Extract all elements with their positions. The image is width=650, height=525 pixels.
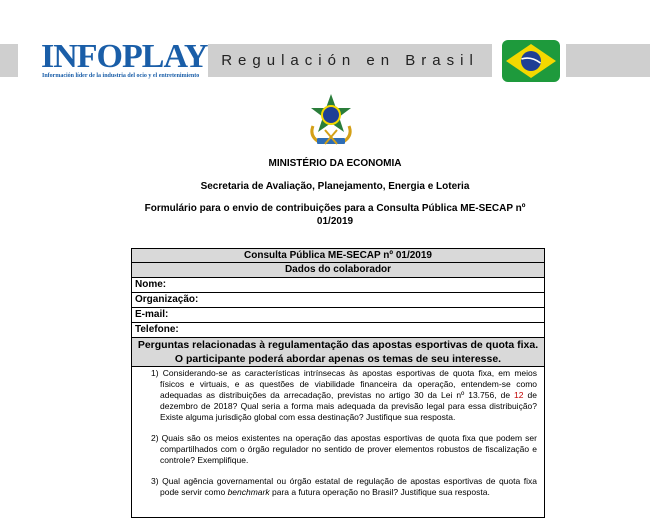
banner-bar-left xyxy=(0,44,18,77)
email-field[interactable]: E-mail: xyxy=(132,308,545,323)
question-3: 3) Qual agência governamental ou órgão estatal de regulação de apostas esportivas de quota fixa pode servir como benchmark para a futura operação no Brasil? Justifique sua resposta. xyxy=(151,476,537,497)
secretariat-heading: Secretaria de Avaliação, Planejamento, Energia e Loteria xyxy=(200,181,470,192)
banner-title: Regulación en Brasil xyxy=(221,52,479,69)
name-field[interactable]: Nome: xyxy=(132,278,545,293)
collaborator-section-cell: Dados do colaborador xyxy=(132,263,545,278)
form-title-row xyxy=(132,249,545,263)
collaborator-section-row xyxy=(132,263,545,278)
question-2: 2) Quais são os meios existentes na operação das apostas esportivas de quota fixa que podem ser compartilhados com o órgão regulador no sentido de prover elementos robustos de fiscalização e controle? Exemplifique. xyxy=(151,433,537,465)
infoplay-logo[interactable] xyxy=(41,38,208,82)
questions-cell xyxy=(132,367,545,518)
phone-field[interactable]: Telefone: xyxy=(132,323,545,338)
questions-section-cell: Perguntas relacionadas à regulamentação das apostas esportivas de quota fixa. O participante poderá abordar apenas os temas de seu interesse. xyxy=(132,338,545,367)
form-title-cell: Consulta Pública ME-SECAP nº 01/2019 xyxy=(132,249,545,263)
name-field-row[interactable] xyxy=(132,278,545,293)
consultation-form-table xyxy=(131,248,545,518)
organization-field-row[interactable] xyxy=(132,293,545,308)
coat-of-arms-icon xyxy=(303,92,359,148)
ministry-heading: MINISTÉRIO DA ECONOMIA xyxy=(268,158,402,169)
banner-bar-right xyxy=(566,44,650,77)
brazil-flag-icon xyxy=(502,40,560,82)
questions-row xyxy=(132,367,545,518)
questions-section-row xyxy=(132,338,545,367)
question-1: 1) Considerando-se as características intrínsecas às apostas esportivas de quota fixa, em meios físicos e virtuais, e as questões de viabilidade financeira da operação, entendem-se como adequadas as distribuições da arrecadação, previstas no artigo 30 da Lei nº 13.756, de 12 de dezembro de 2018? Qual seria a forma mais adequada da previsão legal para essa distribuição? Existe alguma jurisdição global com essa destinação? Justifique sua resposta. xyxy=(151,368,537,422)
email-field-row[interactable] xyxy=(132,308,545,323)
logo-wordmark: INFOPLAY xyxy=(41,38,208,75)
logo-tagline: Información líder de la industria del ocio y el entretenimiento xyxy=(42,73,200,79)
form-title-heading: Formulário para o envio de contribuições para a Consulta Pública ME-SECAP nº 01/2019 xyxy=(144,203,526,227)
organization-field[interactable]: Organização: xyxy=(132,293,545,308)
phone-field-row[interactable] xyxy=(132,323,545,338)
